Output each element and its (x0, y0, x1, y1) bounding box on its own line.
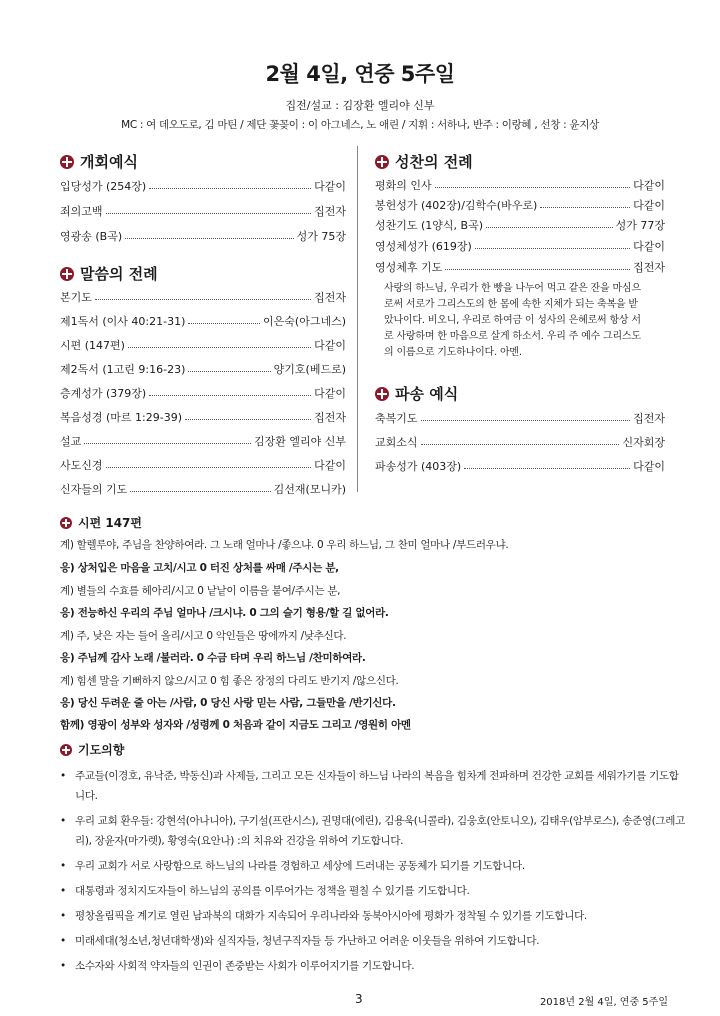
item-value: 다같이 (314, 387, 346, 400)
intention-item: • 대통령과 정치지도자들이 하느님의 공의를 이루어가는 정책을 펼칠 수 있기를 기도합니다. (60, 881, 685, 901)
order-item (60, 228, 346, 244)
order-item (60, 385, 346, 401)
psalm-verse: 계) 별들의 수효를 헤아리/시고 0 낱낱이 이름을 붙여/주시는 분, (60, 585, 341, 597)
post-communion-prayer (384, 281, 669, 361)
cross-icon (375, 155, 389, 169)
section-title: 성찬의 전례 (395, 153, 473, 171)
order-item (60, 178, 346, 194)
page-title: 2월 4일, 연중 5주일 (265, 62, 455, 86)
section-heading-opening (60, 151, 138, 172)
leader-dots (128, 347, 311, 348)
cross-icon (60, 744, 72, 756)
leader-dots (421, 444, 620, 445)
item-label: 층계성가 (379장) (60, 387, 147, 400)
order-item (60, 433, 346, 449)
section-heading-eucharist (375, 151, 473, 172)
leader-dots (435, 187, 630, 188)
item-value: 김선재(모니카) (273, 483, 346, 496)
footer-date: 2018년 2월 4일, 연중 5주일 (539, 997, 668, 1008)
order-item (375, 259, 665, 275)
order-item (375, 410, 665, 426)
leader-dots (106, 213, 312, 214)
intention-text: 미래세대(청소년,청년대학생)와 실직자들, 청년구직자들 등 가난하고 어려운 이웃들을 위하여 기도합니다. (75, 935, 540, 947)
leader-dots (464, 468, 630, 469)
item-value: 집전자 (633, 412, 665, 425)
psalm-verse: 함께) 영광이 성부와 성자와 /성령께 0 처음과 같이 지금도 그리고 /영원히 아멘 (60, 719, 411, 731)
item-label: 제2독서 (1고린 9:16-23) (60, 363, 186, 376)
leader-dots (445, 269, 630, 270)
item-value: 다같이 (314, 180, 346, 193)
item-label: 사도신경 (60, 459, 103, 472)
leader-dots (421, 420, 631, 421)
psalm-title: 시편 147편 (78, 516, 143, 530)
item-label: 본기도 (60, 291, 92, 304)
item-label: 영성체후 기도 (375, 261, 443, 274)
leader-dots (185, 419, 311, 420)
intention-text: 우리 교회 환우들: 강현석(아나니아), 구기설(프란시스), 권명대(에린), 김용욱(니콜라), 김웅호(안토니오), 김태우(암부로스), 송준영(그레고리), 장윤자(마가렛), 황영숙(요안나) :의 치유와 건강을 위하여 기도합니다. (75, 815, 685, 847)
item-label: 영성체성가 (619장) (375, 240, 472, 253)
psalm-verse: 계) 힘센 말을 기뻐하지 않으/시고 0 힘 좋은 장정의 다리도 반기지 /않으신다. (60, 675, 399, 687)
item-value: 다같이 (633, 460, 665, 473)
psalm-verse: 계) 주, 낮은 자는 들어 올리/시고 0 악인들은 땅에까지 /낮추신다. (60, 630, 347, 642)
item-label: 입당성가 (254장) (60, 180, 147, 193)
psalm-verse: 응) 당신 두려운 줄 아는 /사람, 0 당신 사랑 믿는 사람, 그들만을 /반기신다. (60, 697, 396, 709)
item-label: 시편 (147편) (60, 339, 125, 352)
leader-dots (188, 323, 260, 324)
leader-dots (149, 188, 311, 189)
psalm-verse: 계) 할렐루야, 주님을 찬양하여라. 그 노래 얼마나 /좋으냐. 0 우리 하느님, 그 찬미 얼마나 /부드러우냐. (60, 539, 509, 551)
intention-item: • 우리 교회가 서로 사랑함으로 하느님의 나라를 경험하고 세상에 드러내는 공동체가 되기를 기도합니다. (60, 856, 685, 876)
intentions-title: 기도의향 (78, 743, 125, 757)
order-item (375, 434, 665, 450)
item-value: 다같이 (314, 339, 346, 352)
item-label: 파송성가 (403장) (375, 460, 462, 473)
leader-dots (540, 207, 630, 208)
leader-dots (486, 227, 613, 228)
order-item (60, 313, 346, 329)
item-value: 집전자 (314, 205, 346, 218)
order-item (60, 289, 346, 305)
prayer-line: 사랑의 하느님, 우리가 한 빵을 나누어 먹고 같은 잔을 마심으 (384, 283, 641, 294)
item-value: 김장환 엘리야 신부 (253, 435, 346, 448)
celebrant-line: 집전/설교 : 김장환 엘리야 신부 (285, 99, 435, 112)
item-label: 설교 (60, 435, 82, 448)
cross-icon (60, 155, 74, 169)
column-divider (357, 146, 358, 492)
item-label: 평화의 인사 (375, 179, 432, 192)
item-label: 복음성경 (마르 1:29-39) (60, 411, 182, 424)
order-item (60, 409, 346, 425)
item-value: 이은숙(아그네스) (263, 315, 346, 328)
order-item (375, 177, 665, 193)
prayer-line: 의 이름으로 기도하나이다. 아멘. (384, 347, 522, 358)
order-item (375, 217, 665, 233)
prayer-line: 로 사랑하며 한 마음으로 살게 하소서. 우리 주 예수 그리스도 (384, 331, 641, 342)
intention-item: • 우리 교회 환우들: 강현석(아나니아), 구기설(프란시스), 권명대(에린), 김용욱(니콜라), 김웅호(안토니오), 김태우(암부로스), 송준영(그레고리), 장윤자(마가렛), 황영숙(요안나) :의 치유와 건강을 위하여 기도합니다. (60, 811, 685, 851)
leader-dots (106, 467, 312, 468)
section-heading-word (60, 263, 158, 284)
item-value: 양기호(베드로) (273, 363, 346, 376)
item-label: 봉헌성가 (402장)/김학수(바우로) (375, 199, 538, 212)
item-value: 집전자 (314, 411, 346, 424)
section-title: 말씀의 전례 (80, 265, 158, 283)
item-label: 교회소식 (375, 436, 418, 449)
intention-text: 주교들(이경호, 유낙준, 박동신)과 사제들, 그리고 모든 신자들이 하느님 나라의 복음을 힘차게 전파하며 건강한 교회를 세워가기를 기도합니다. (75, 770, 679, 802)
section-heading-dismissal (375, 383, 458, 404)
item-value: 집전자 (633, 261, 665, 274)
intention-item: • 평창올림픽을 계기로 열린 남과북의 대화가 지속되어 우리나라와 동북아시아에 평화가 정착될 수 있기를 기도합니다. (60, 906, 685, 926)
item-value: 신자회장 (622, 436, 665, 449)
item-label: 영광송 (B곡) (60, 230, 123, 243)
item-label: 축복기도 (375, 412, 418, 425)
prayer-line: 았나이다. 비오니, 우리로 하여금 이 성사의 은혜로써 항상 서 (384, 315, 641, 326)
item-value: 집전자 (314, 291, 346, 304)
leader-dots (130, 491, 270, 492)
psalm-verse: 응) 상처입은 마음을 고치/시고 0 터진 상처를 싸매 /주시는 분, (60, 562, 339, 574)
leader-dots (188, 371, 270, 372)
cross-icon (60, 267, 74, 281)
order-item (375, 458, 665, 474)
psalm-verse: 응) 주님께 감사 노래 /불러라. 0 수금 타며 우리 하느님 /찬미하여라. (60, 652, 366, 664)
order-item (375, 197, 665, 213)
leader-dots (149, 395, 311, 396)
order-item (60, 203, 346, 219)
cross-icon (60, 517, 72, 529)
item-value: 다같이 (633, 240, 665, 253)
item-value: 성가 77장 (615, 219, 665, 232)
item-label: 제1독서 (이사 40:21-31) (60, 315, 186, 328)
order-item (60, 457, 346, 473)
item-value: 성가 75장 (296, 230, 346, 243)
intention-text: 우리 교회가 서로 사랑함으로 하느님의 나라를 경험하고 세상에 드러내는 공동체가 되기를 기도합니다. (75, 860, 525, 872)
page-number: 3 (355, 992, 363, 1006)
item-label: 성찬기도 (1양식, B곡) (375, 219, 483, 232)
leader-dots (125, 238, 293, 239)
item-label: 죄의고백 (60, 205, 103, 218)
cross-icon (375, 387, 389, 401)
intention-item: • 주교들(이경호, 유낙준, 박동신)과 사제들, 그리고 모든 신자들이 하느님 나라의 복음을 힘차게 전파하며 건강한 교회를 세워가기를 기도합니다. (60, 766, 685, 806)
order-item (60, 481, 346, 497)
leader-dots (95, 299, 311, 300)
intention-text: 대통령과 정치지도자들이 하느님의 공의를 이루어가는 정책을 펼칠 수 있기를 기도합니다. (75, 885, 470, 897)
intentions-heading (60, 741, 124, 758)
psalm-heading (60, 514, 142, 531)
leader-dots (475, 248, 630, 249)
intention-item: • 소수자와 사회적 약자들의 인권이 존중받는 사회가 이루어지기를 기도합니다. (60, 956, 685, 976)
psalm-verse: 응) 전능하신 우리의 주님 얼마나 /크시냐. 0 그의 슬기 형용/할 길 없어라. (60, 607, 389, 619)
intention-item: • 미래세대(청소년,청년대학생)와 실직자들, 청년구직자들 등 가난하고 어려운 이웃들을 위하여 기도합니다. (60, 931, 685, 951)
order-item (375, 238, 665, 254)
order-item (60, 361, 346, 377)
item-value: 다같이 (633, 179, 665, 192)
order-item (60, 337, 346, 353)
section-title: 개회예식 (80, 153, 138, 171)
leader-dots (84, 443, 251, 444)
intention-text: 평창올림픽을 계기로 열린 남과북의 대화가 지속되어 우리나라와 동북아시아에 평화가 정착될 수 있기를 기도합니다. (75, 910, 587, 922)
section-title: 파송 예식 (395, 385, 459, 403)
item-value: 다같이 (633, 199, 665, 212)
ministers-line: MC : 여 데오도로, 김 마틴 / 제단 꽃꽂이 : 이 아그네스, 노 애린 / 지휘 : 서하나, 반주 : 이랑혜 , 선창 : 윤지상 (121, 119, 599, 131)
item-label: 신자들의 기도 (60, 483, 128, 496)
prayer-line: 로써 서로가 그리스도의 한 몸에 속한 지체가 되는 축복을 받 (384, 299, 638, 310)
intention-text: 소수자와 사회적 약자들의 인권이 존중받는 사회가 이루어지기를 기도합니다. (75, 960, 415, 972)
item-value: 다같이 (314, 459, 346, 472)
